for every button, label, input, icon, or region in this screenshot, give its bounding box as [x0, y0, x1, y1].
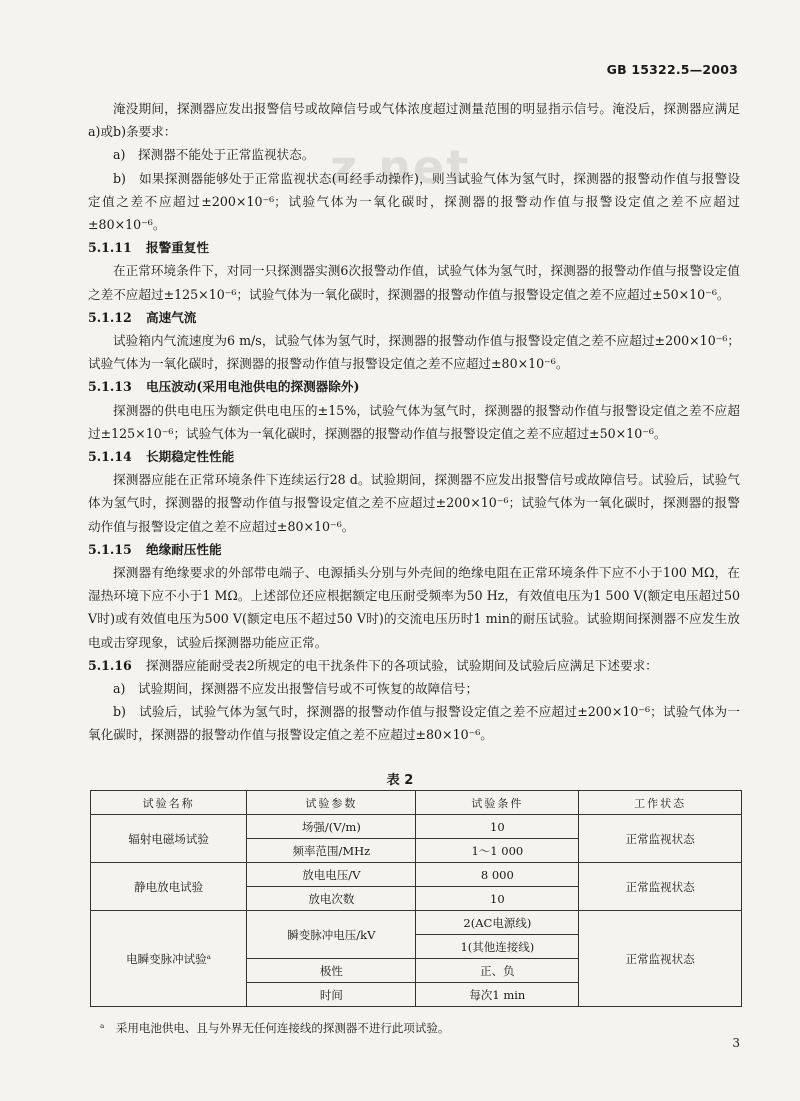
- table-row: [91, 863, 742, 887]
- table-footnote: ᵃ 采用电池供电、且与外界无任何连接线的探测器不进行此项试验。: [100, 1021, 450, 1035]
- condition-cell: 10: [416, 815, 579, 839]
- section-number: 5.1.16: [88, 657, 132, 673]
- section-paragraph: 试验箱内气流速度为6 m/s，试验气体为氢气时，探测器的报警动作值与报警设定值之差不应超过±200×10⁻⁶；试验气体为一氧化碳时，探测器的报警动作值与报警设定值之差不应超过±80×10⁻⁶。: [88, 333, 740, 372]
- section-number: 5.1.12: [88, 309, 132, 325]
- param-cell: 极性: [247, 959, 416, 983]
- section-number: 5.1.14: [88, 449, 132, 465]
- section-heading: [88, 538, 740, 561]
- section-paragraph: 探测器应能在正常环境条件下连续运行28 d。试验期间，探测器不应发出报警信号或故障信号。试验后，试验气体为氢气时，探测器的报警动作值与报警设定值之差不应超过±200×10⁻⁶；试验气体为一氧化碳时，探测器的报警动作值与报警设定值之差不应超过±80×10⁻⁶。: [88, 472, 740, 534]
- section-number: 5.1.13: [88, 379, 132, 395]
- condition-cell: 8 000: [416, 863, 579, 887]
- column-header: 试验条件: [416, 791, 579, 815]
- section-paragraph: 探测器应能耐受表2所规定的电干扰条件下的各项试验，试验期间及试验后应满足下述要求：: [146, 657, 658, 673]
- page-number: 3: [732, 1036, 740, 1050]
- test-name-cell: 电瞬变脉冲试验ᵃ: [91, 911, 247, 1007]
- section-number: 5.1.15: [88, 541, 132, 557]
- section-item-b: b) 试验后，试验气体为氢气时，探测器的报警动作值与报警设定值之差不应超过±200×10⁻⁶；试验气体为一氧化碳时，探测器的报警动作值与报警设定值之差不应超过±80×10⁻⁶。: [88, 704, 740, 743]
- param-cell: 放电电压/V: [247, 863, 416, 887]
- intro-item-b: b) 如果探测器能够处于正常监视状态(可经手动操作)，则当试验气体为氢气时，探测器的报警动作值与报警设定值之差不应超过±200×10⁻⁶；试验气体为一氧化碳时，探测器的报警动作值与报警设定值之差不应超过±80×10⁻⁶。: [88, 170, 740, 233]
- section-number: 5.1.11: [88, 240, 132, 256]
- intro-item-a: a) 探测器不能处于正常监视状态。: [113, 147, 315, 163]
- condition-cell: 1～1 000: [416, 839, 579, 863]
- section-title: 高速气流: [146, 309, 197, 325]
- watermark: z.net: [330, 140, 471, 194]
- param-cell: 频率范围/MHz: [247, 839, 416, 863]
- section-heading: [88, 306, 740, 329]
- condition-cell: 1(其他连接线): [416, 935, 579, 959]
- table-row: [91, 911, 742, 935]
- section-title: 绝缘耐压性能: [146, 541, 222, 557]
- state-cell: 正常监视状态: [579, 911, 742, 1007]
- section-heading: [88, 236, 740, 259]
- param-cell: 场强/(V/m): [247, 815, 416, 839]
- state-cell: 正常监视状态: [579, 863, 742, 911]
- standard-number: GB 15322.5—2003: [606, 62, 738, 77]
- condition-cell: 2(AC电源线): [416, 911, 579, 935]
- intro-paragraph: 淹没期间，探测器应发出报警信号或故障信号或气体浓度超过测量范围的明显指示信号。淹没后，探测器应满足a)或b)条要求：: [88, 101, 740, 140]
- section-heading: [88, 375, 740, 398]
- condition-cell: 正、负: [416, 959, 579, 983]
- test-name-cell: 静电放电试验: [91, 863, 247, 911]
- table-header-row: [91, 791, 742, 815]
- param-cell: 时间: [247, 983, 416, 1007]
- section-item-a: a) 试验期间，探测器不应发出报警信号或不可恢复的故障信号；: [113, 681, 479, 697]
- section-paragraph: 探测器的供电电压为额定供电电压的±15%，试验气体为氢气时，探测器的报警动作值与报警设定值之差不应超过±125×10⁻⁶；试验气体为一氧化碳时，探测器的报警动作值与报警设定值之差不应超过±50×10⁻⁶。: [88, 402, 740, 441]
- table-2: [90, 790, 742, 1007]
- table-row: [91, 815, 742, 839]
- section-heading-inline: [88, 654, 740, 677]
- column-header: 试验名称: [91, 791, 247, 815]
- param-cell: 放电次数: [247, 887, 416, 911]
- column-header: 试验参数: [247, 791, 416, 815]
- section-title: 报警重复性: [146, 240, 209, 256]
- section-title: 长期稳定性性能: [146, 449, 235, 465]
- state-cell: 正常监视状态: [579, 815, 742, 863]
- condition-cell: 10: [416, 887, 579, 911]
- section-paragraph: 在正常环境条件下，对同一只探测器实测6次报警动作值，试验气体为氢气时，探测器的报警动作值与报警设定值之差不应超过±125×10⁻⁶；试验气体为一氧化碳时，探测器的报警动作值与报警设定值之差不应超过±50×10⁻⁶。: [88, 263, 740, 302]
- section-heading: [88, 445, 740, 468]
- condition-cell: 每次1 min: [416, 983, 579, 1007]
- section-paragraph: 探测器有绝缘要求的外部带电端子、电源插头分别与外壳间的绝缘电阻在正常环境条件下应不小于100 MΩ，在湿热环境下应不小于1 MΩ。上述部位还应根据额定电压耐受频率为50 Hz，有效值电压为1 500 V(额定电压超过50 V时)或有效值电压为500 V(额定电压不超过50 V时)的交流电压历时1 min的耐压试验。试验期间探测器不应发生放电或击穿现象，试验后探测器功能应正常。: [88, 565, 740, 650]
- body-text: [88, 97, 740, 747]
- column-header: 工作状态: [579, 791, 742, 815]
- test-name-cell: 辐射电磁场试验: [91, 815, 247, 863]
- param-cell: 瞬变脉冲电压/kV: [247, 911, 416, 959]
- section-title: 电压波动(采用电池供电的探测器除外): [146, 379, 360, 395]
- table-title: 表 2: [386, 773, 414, 788]
